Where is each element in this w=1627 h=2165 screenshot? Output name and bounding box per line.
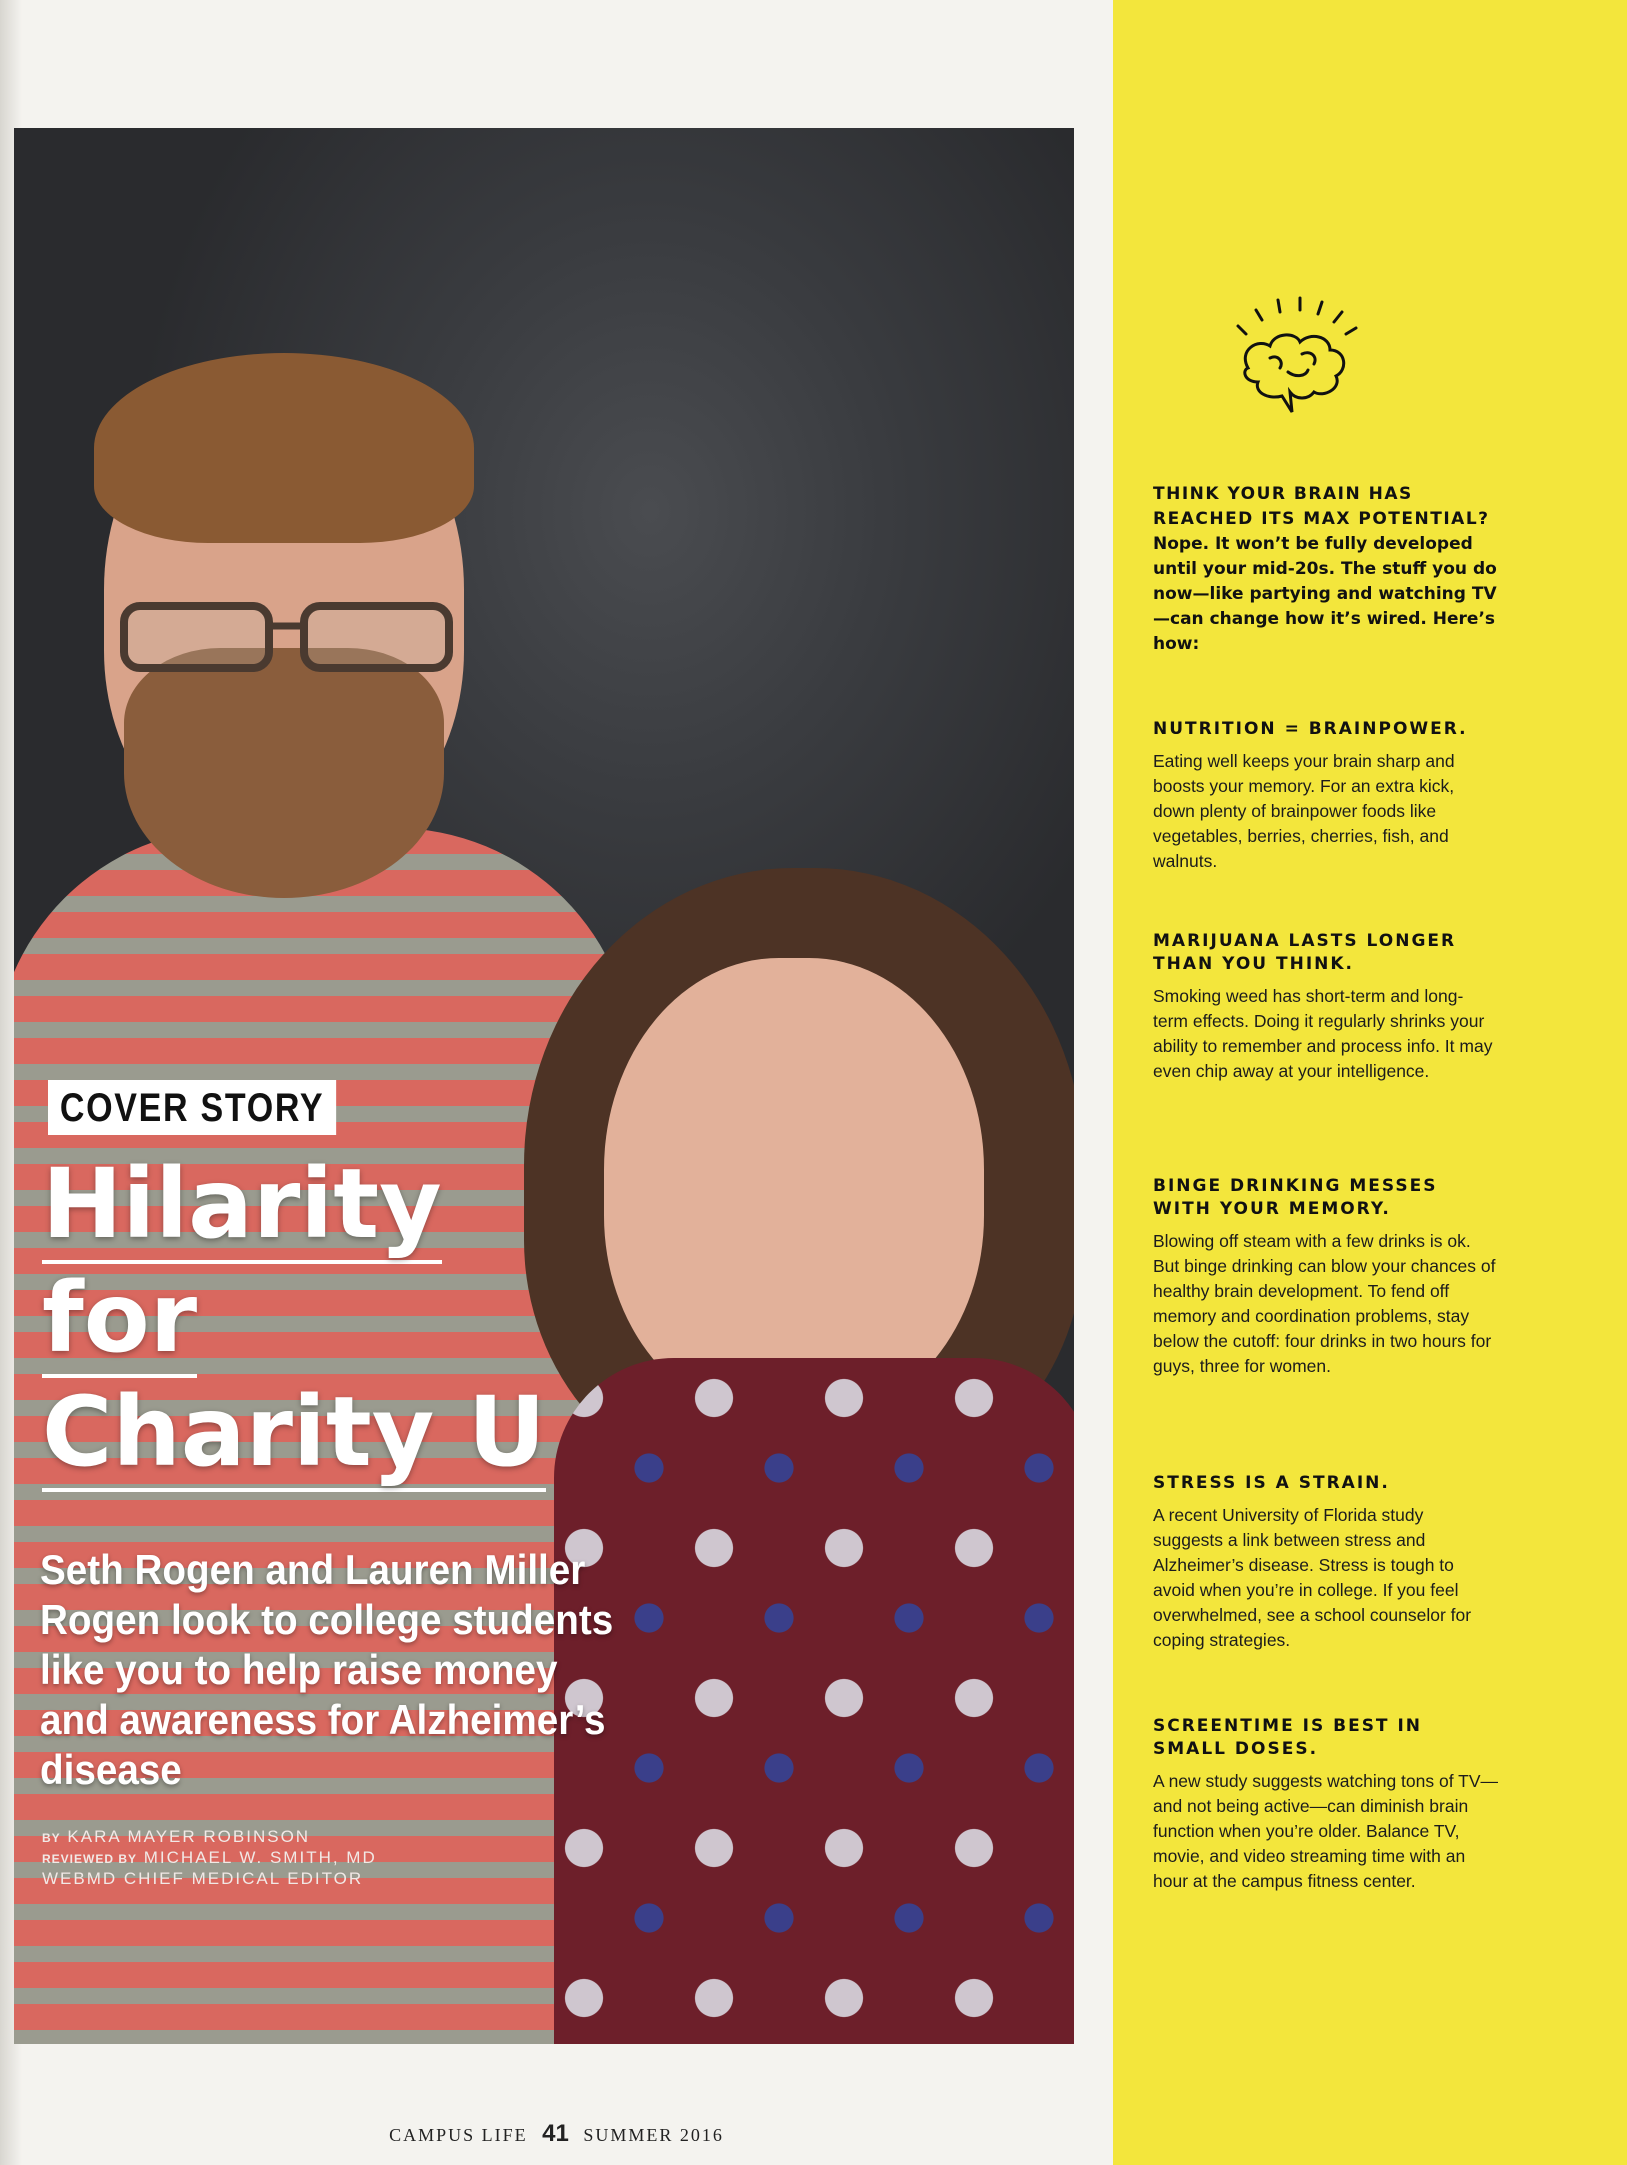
tip-stress [1153, 1472, 1498, 1653]
headline-line-1: Hilarity [42, 1150, 442, 1264]
reviewer-line [42, 1848, 377, 1869]
article-deck: Seth Rogen and Lauren Miller Rogen look to college students like you to help raise money and awareness for Alzheimer’s disease [40, 1546, 614, 1793]
intro-question: THINK YOUR BRAIN HAS REACHED ITS MAX POTENTIAL? [1153, 484, 1490, 529]
tip-heading: SCREENTIME IS BEST IN SMALL DOSES. [1153, 1716, 1423, 1759]
tip-nutrition [1153, 718, 1498, 874]
intro-body: Nope. It won’t be fully developed until your mid-20s. The stuff you do now—like partying and watching TV—can change how it’s wired. Here’s how: [1153, 534, 1497, 654]
article-headline [42, 1150, 692, 1492]
tip-body: Eating well keeps your brain sharp and boosts your memory. For an extra kick, down plenty of brainpower foods like vegetables, berries, cherries, fish, and walnuts. [1153, 751, 1455, 871]
byline [42, 1827, 377, 1848]
man-beard [124, 648, 444, 898]
tip-heading: MARIJUANA LASTS LONGER THAN YOU THINK. [1153, 931, 1457, 974]
reviewer-name: MICHAEL W. SMITH, MD [143, 1848, 377, 1867]
byline-prefix: BY [42, 1831, 61, 1845]
page-footer [0, 2120, 1113, 2148]
issue-label: SUMMER 2016 [583, 2125, 724, 2145]
brain-icon [1218, 288, 1368, 428]
article-credits [42, 1827, 377, 1889]
tip-screentime [1153, 1715, 1498, 1894]
headline-line-2: for [42, 1264, 197, 1378]
publication-name: CAMPUS LIFE [389, 2125, 528, 2145]
tip-body: Blowing off steam with a few drinks is ok. But binge drinking can blow your chances of healthy brain development. To fend off memory and coordination problems, stay below the cutoff: four drinks in two hours for guys, three for women. [1153, 1231, 1496, 1376]
byline-name: KARA MAYER ROBINSON [67, 1827, 311, 1846]
headline-line-3: Charity U [42, 1378, 546, 1492]
man-hair [94, 353, 474, 543]
sidebar-intro [1153, 482, 1498, 657]
tip-marijuana [1153, 930, 1498, 1084]
glasses-graphic [114, 598, 464, 678]
tip-body: A recent University of Florida study suggests a link between stress and Alzheimer’s disease. Stress is tough to avoid when you’re in college. If you feel overwhelmed, see a school counselor for coping strategies. [1153, 1505, 1472, 1650]
tip-body: Smoking weed has short-term and long-term effects. Doing it regularly shrinks your ability to remember and process info. It may even chip away at your intelligence. [1153, 986, 1493, 1081]
reviewer-title: WEBMD CHIEF MEDICAL EDITOR [42, 1869, 364, 1888]
tip-body: A new study suggests watching tons of TV—and not being active—can diminish brain function when you’re older. Balance TV, movie, and video streaming time with an hour at the campus fitness center. [1153, 1771, 1499, 1891]
tip-heading: STRESS IS A STRAIN. [1153, 1473, 1390, 1493]
tip-heading: BINGE DRINKING MESSES WITH YOUR MEMORY. [1153, 1176, 1438, 1219]
reviewed-prefix: REVIEWED BY [42, 1852, 138, 1866]
tip-heading: NUTRITION = BRAINPOWER. [1153, 719, 1468, 739]
tip-binge-drinking [1153, 1175, 1498, 1379]
cover-story-badge: COVER STORY [48, 1080, 336, 1135]
page-number: 41 [542, 2120, 569, 2147]
